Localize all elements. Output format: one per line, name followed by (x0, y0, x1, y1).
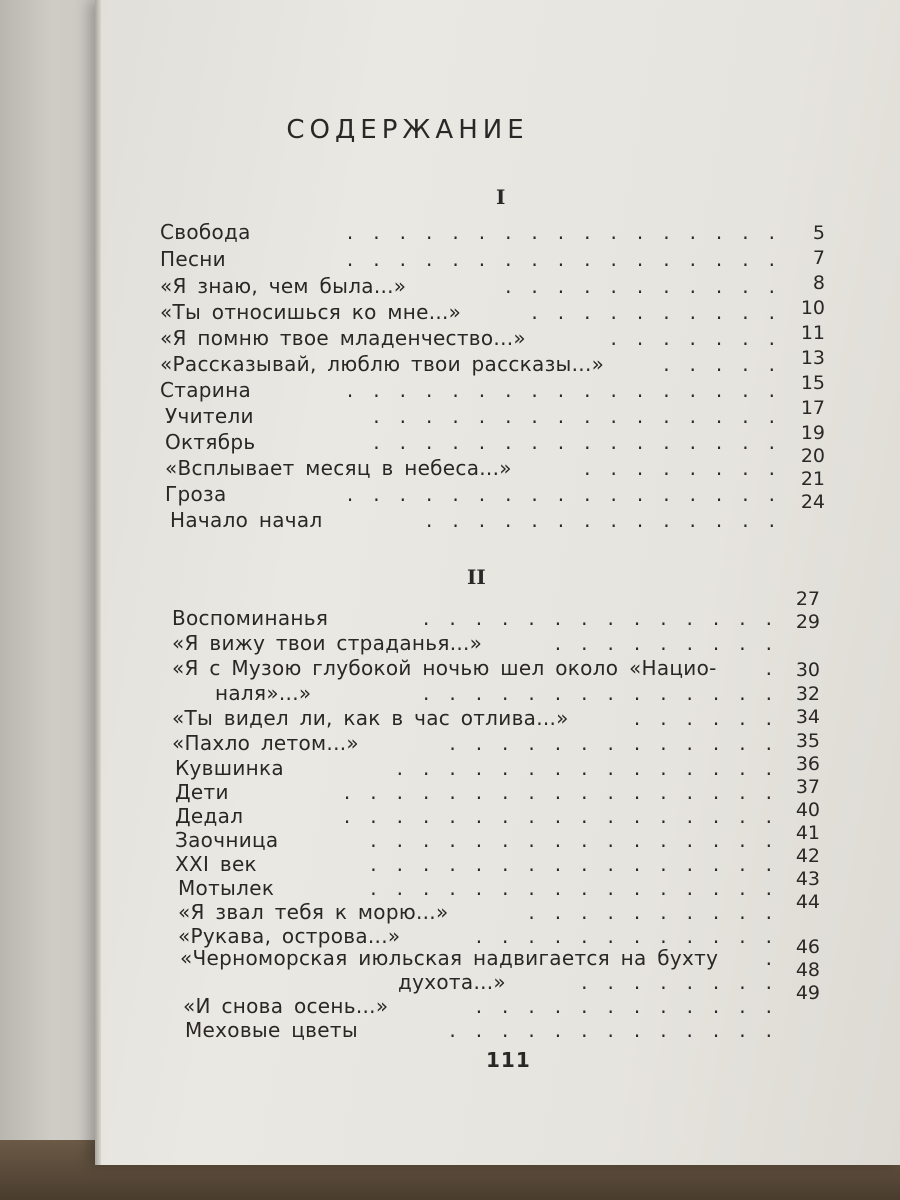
page-number: 42 (795, 845, 820, 867)
dot-leader: . . . . . . (633, 706, 772, 730)
toc-entry: Дедал . . . . . . . . . . . . . . . . . (175, 804, 772, 828)
page-number: 41 (795, 822, 820, 844)
dot-leader: . . . . . . . . . . . . . . . . . (346, 482, 775, 506)
dot-leader: . . . . . . . . . . . . (475, 994, 772, 1018)
page-number: 40 (795, 799, 820, 821)
dot-leader: . . . . . . . . . . . . . . . . (373, 430, 775, 454)
page-number: 11 (800, 322, 825, 344)
toc-entry: Воспоминанья . . . . . . . . . . . . . . (172, 606, 772, 630)
page-number: 17 (800, 397, 825, 419)
toc-entry: «Рукава, острова...» . . . . . . . . . . . . (178, 924, 772, 948)
page-number: 37 (795, 776, 820, 798)
page-number: 10 (800, 297, 825, 319)
toc-entry: Свобода . . . . . . . . . . . . . . . . . (160, 220, 775, 244)
dot-leader: . . . . . . . . . . . . . (449, 731, 772, 755)
toc-entry: Песни . . . . . . . . . . . . . . . . . (160, 247, 775, 271)
toc-entry: «Я звал тебя к морю...» . . . . . . . . . . (178, 900, 772, 924)
toc-entry: «И снова осень...» . . . . . . . . . . . . (183, 994, 772, 1018)
dot-leader: . . . . . . . . . (554, 631, 772, 655)
dot-leader: . . . . . . . . . . . . . . . . . (346, 378, 775, 402)
toc-entry: духота...» . . . . . . . . (398, 970, 772, 994)
toc-entry: «Рассказывай, люблю твои рассказы...» . . . . . (160, 352, 775, 376)
page-number: 24 (800, 491, 825, 513)
section-heading-1: I (496, 185, 506, 209)
page-number: 13 (800, 347, 825, 369)
page-number: 8 (812, 272, 825, 294)
page-number: 19 (800, 422, 825, 444)
page-number: 29 (795, 611, 820, 633)
page-number: 7 (812, 247, 825, 269)
dot-leader: . . . . . . . . . . . . . . . . . (343, 780, 772, 804)
page-number: 43 (795, 868, 820, 890)
dot-leader: . . . . . . . . . . . . . . . . (373, 404, 775, 428)
page-number: 20 (800, 445, 825, 467)
toc-entry: Старина . . . . . . . . . . . . . . . . . (160, 378, 775, 402)
toc-entry: «Пахло летом...» . . . . . . . . . . . . . (172, 731, 772, 755)
page-number: 21 (800, 468, 825, 490)
page-number: 34 (795, 706, 820, 728)
dot-leader: . . . . . . . . . . . . . . . . (370, 828, 772, 852)
dot-leader: . . . . . . . . . . . . . (449, 1018, 772, 1042)
toc-entry: Начало начал . . . . . . . . . . . . . . (170, 508, 775, 532)
dot-leader: . . . . . . . . . . . . . . (422, 681, 772, 705)
dot-leader: . . . . . . . . . . . (505, 274, 775, 298)
page-number: 36 (795, 753, 820, 775)
section-heading-2: II (467, 565, 486, 589)
page-number: 30 (795, 659, 820, 681)
dot-leader: . . . . . (663, 352, 775, 376)
toc-entry: «Ты видел ли, как в час отлива...» . . . . . . (172, 706, 772, 730)
dot-leader: . . . . . . . . . . . . . . (425, 508, 775, 532)
dot-leader: . . . . . . . . . . . . . . . (396, 756, 772, 780)
toc-entry: «Я с Музою глубокой ночью шел около «Нацио- . (172, 656, 772, 680)
page-number: 44 (795, 891, 820, 913)
toc-entry: Меховые цветы . . . . . . . . . . . . . (185, 1018, 772, 1042)
dot-leader: . . . . . . . . . . (528, 900, 772, 924)
toc-entry: Дети . . . . . . . . . . . . . . . . . (175, 780, 772, 804)
page-title: СОДЕРЖАНИЕ (286, 115, 529, 145)
page-number: 5 (812, 222, 825, 244)
page-edge (95, 0, 101, 1165)
toc-entry: Гроза . . . . . . . . . . . . . . . . . (165, 482, 775, 506)
toc-entry: «Я знаю, чем была...» . . . . . . . . . . . (160, 274, 775, 298)
dot-leader: . . . . . . . . . . . . . . (422, 606, 772, 630)
dot-leader: . (765, 656, 772, 680)
toc-entry: «Всплывает месяц в небеса...» . . . . . . . . (165, 456, 775, 480)
page-number: 48 (795, 959, 820, 981)
page-folio: 111 (486, 1048, 531, 1072)
dot-leader: . . . . . . . . . . . . . . . . (370, 852, 772, 876)
toc-entry: «Ты относишься ко мне...» . . . . . . . . . . (160, 300, 775, 324)
toc-entry: Учители . . . . . . . . . . . . . . . . (165, 404, 775, 428)
dot-leader: . (765, 946, 772, 970)
page-number: 35 (795, 730, 820, 752)
toc-entry: Кувшинка . . . . . . . . . . . . . . . (175, 756, 772, 780)
toc-entry: Заочница . . . . . . . . . . . . . . . . (175, 828, 772, 852)
dot-leader: . . . . . . . . . . (531, 300, 775, 324)
toc-entry: наля»...» . . . . . . . . . . . . . . (215, 681, 772, 705)
page-number: 15 (800, 372, 825, 394)
dot-leader: . . . . . . . . . . . . (475, 924, 772, 948)
dot-leader: . . . . . . . . . . . . . . . . . (343, 804, 772, 828)
toc-entry: Мотылек . . . . . . . . . . . . . . . . (178, 876, 772, 900)
toc-entry: «Черноморская июльская надвигается на бухту . (180, 946, 772, 970)
toc-entry: «Я помню твое младенчество...» . . . . . . . (160, 326, 775, 350)
page-number: 32 (795, 683, 820, 705)
dot-leader: . . . . . . . . . . . . . . . . . (346, 247, 775, 271)
dot-leader: . . . . . . . . (584, 456, 775, 480)
dot-leader: . . . . . . . . (581, 970, 772, 994)
page-number: 27 (795, 588, 820, 610)
page-number: 46 (795, 936, 820, 958)
page-number: 49 (795, 982, 820, 1004)
toc-entry: Октябрь . . . . . . . . . . . . . . . . (165, 430, 775, 454)
dot-leader: . . . . . . . . . . . . . . . . (370, 876, 772, 900)
toc-entry: XXI век . . . . . . . . . . . . . . . . (175, 852, 772, 876)
toc-entry: «Я вижу твои страданья...» . . . . . . . . . (172, 631, 772, 655)
dot-leader: . . . . . . . (610, 326, 775, 350)
dot-leader: . . . . . . . . . . . . . . . . . (346, 220, 775, 244)
